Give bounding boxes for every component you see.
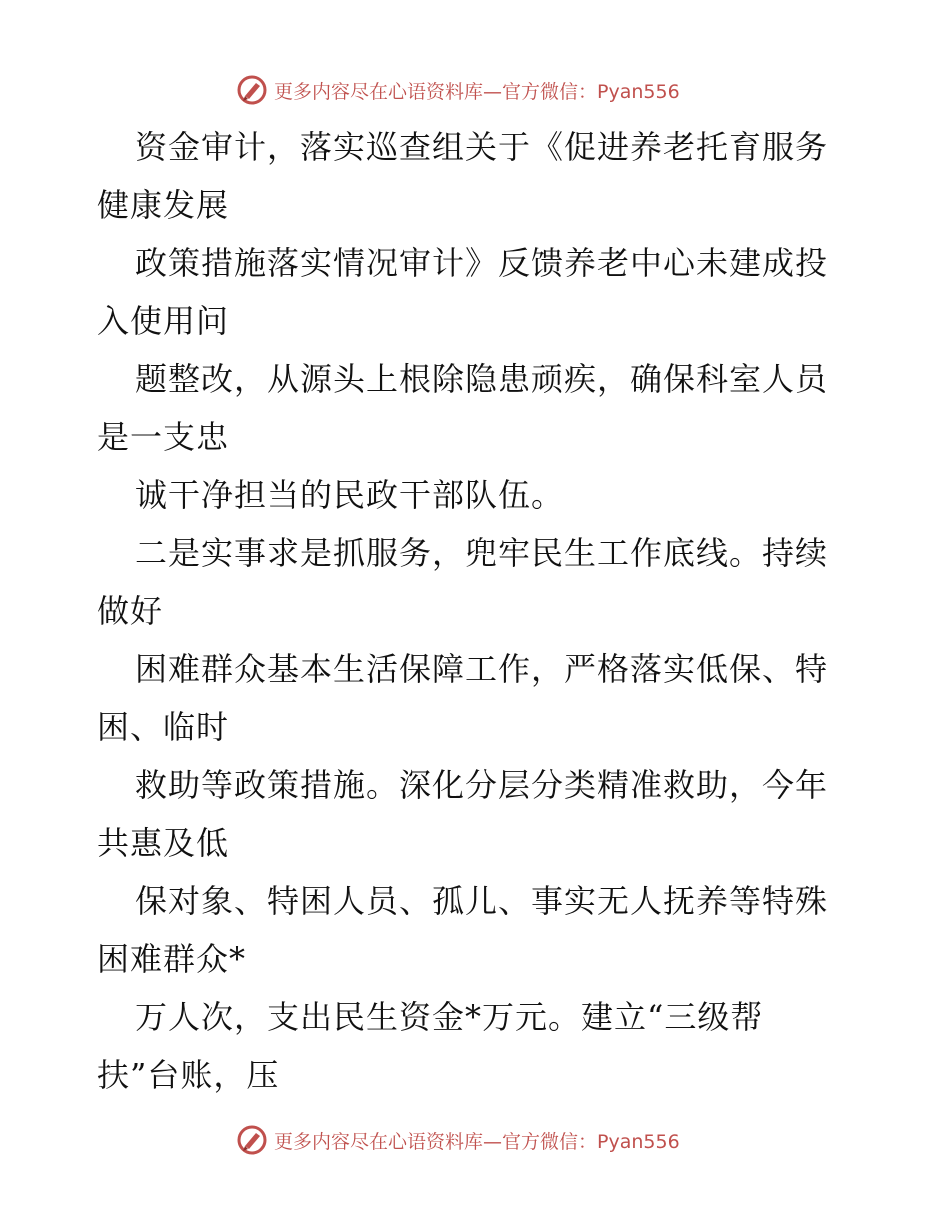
text-line: 入使用问 (97, 302, 230, 340)
text-line: 是一支忠 (97, 418, 230, 456)
text-line: 救助等政策措施。深化分层分类精准救助，今年 (135, 766, 829, 804)
text-line: 题整改，从源头上根除隐患顽疾，确保科室人员 (135, 360, 829, 398)
header-banner-text: 更多内容尽在心语资料库—官方微信：Pyan556 (274, 80, 680, 103)
text-line: 政策措施落实情况审计》反馈养老中心未建成投 (135, 244, 829, 282)
footer-wechat-id: Pyan556 (597, 1130, 680, 1153)
pen-logo-icon (236, 74, 268, 106)
footer-banner (236, 1123, 680, 1157)
header-wechat-id: Pyan556 (597, 80, 680, 103)
text-line: 资金审计，落实巡查组关于《促进养老托育服务 (135, 128, 829, 166)
text-line: 诚干净担当的民政干部队伍。 (135, 476, 565, 514)
pen-logo-icon (236, 1124, 268, 1156)
text-line: 扶”台账，压 (97, 1056, 280, 1094)
text-line: 困难群众* (97, 940, 247, 978)
text-line: 保对象、特困人员、孤儿、事实无人抚养等特殊 (135, 882, 829, 920)
footer-banner-text: 更多内容尽在心语资料库—官方微信：Pyan556 (274, 1130, 680, 1153)
header-banner (236, 73, 680, 107)
text-line: 万人次，支出民生资金*万元。建立“三级帮 (135, 998, 764, 1036)
body-text (97, 118, 857, 1104)
text-line: 二是实事求是抓服务，兜牢民生工作底线。持续 (135, 534, 829, 572)
text-line: 困、临时 (97, 708, 230, 746)
text-line: 困难群众基本生活保障工作，严格落实低保、特 (135, 650, 829, 688)
text-line: 健康发展 (97, 186, 230, 224)
text-line: 共惠及低 (97, 824, 230, 862)
text-line: 做好 (97, 592, 164, 630)
